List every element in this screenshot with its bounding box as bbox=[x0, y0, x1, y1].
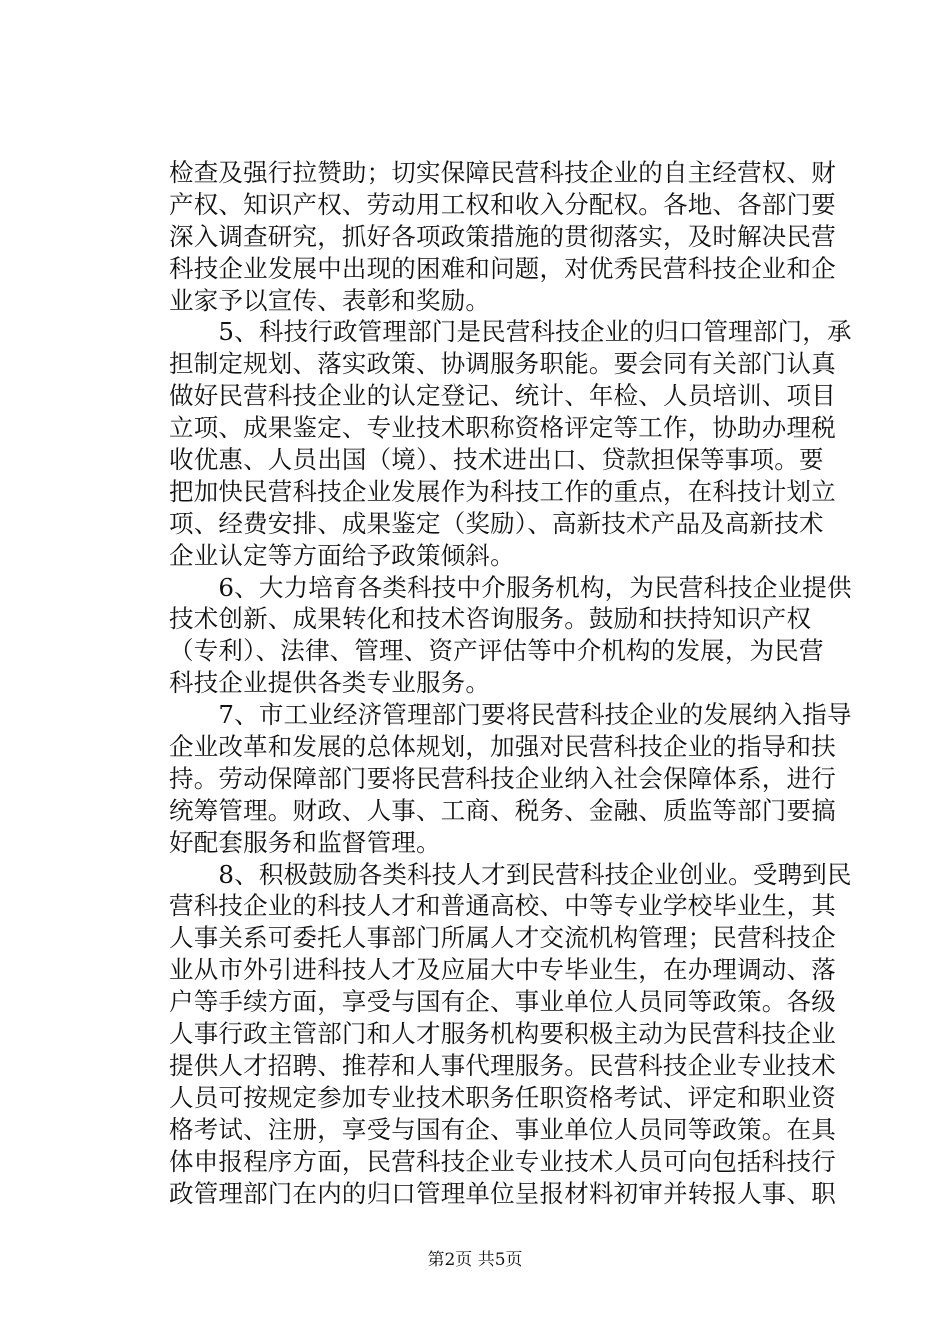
text-line: 业家予以宣传、表彰和奖励。 bbox=[169, 285, 491, 315]
text-line: 收优惠、人员出国（境）、技术进出口、贷款担保等事项。要 bbox=[169, 445, 824, 475]
text-line: 5、科技行政管理部门是民营科技企业的归口管理部门，承 bbox=[169, 317, 852, 347]
text-line: 户等手续方面，享受与国有企、事业单位人员同等政策。各级 bbox=[169, 987, 836, 1017]
text-line: 好配套服务和监督管理。 bbox=[169, 827, 441, 857]
text-line: 人事关系可委托人事部门所属人才交流机构管理；民营科技企 bbox=[169, 923, 836, 953]
text-line: 科技企业发展中出现的困难和问题，对优秀民营科技企业和企 bbox=[169, 253, 836, 283]
text-line: 提供人才招聘、推荐和人事代理服务。民营科技企业专业技术 bbox=[169, 1050, 836, 1080]
text-line: 立项、成果鉴定、专业技术职称资格评定等工作，协助办理税 bbox=[169, 413, 836, 443]
text-line: 统筹管理。财政、人事、工商、税务、金融、质监等部门要搞 bbox=[169, 795, 836, 825]
text-line: 人员可按规定参加专业技术职务任职资格考试、评定和职业资 bbox=[169, 1082, 836, 1112]
text-line: 担制定规划、落实政策、协调服务职能。要会同有关部门认真 bbox=[169, 349, 836, 379]
text-line: 技术创新、成果转化和技术咨询服务。鼓励和扶持知识产权 bbox=[169, 604, 812, 634]
text-line: 营科技企业的科技人才和普通高校、中等专业学校毕业生，其 bbox=[169, 891, 836, 921]
text-line: 产权、知识产权、劳动用工权和收入分配权。各地、各部门要 bbox=[169, 189, 836, 219]
text-line: 人事行政主管部门和人才服务机构要积极主动为民营科技企业 bbox=[169, 1019, 836, 1049]
text-line: 企业认定等方面给予政策倾斜。 bbox=[169, 540, 515, 570]
page-footer: 第2页 共5页 bbox=[427, 1250, 523, 1270]
text-line: 深入调查研究，抓好各项政策措施的贯彻落实，及时解决民营 bbox=[169, 221, 836, 251]
text-line: 体申报程序方面，民营科技企业专业技术人员可向包括科技行 bbox=[169, 1146, 836, 1176]
text-line: （专利）、法律、管理、资产评估等中介机构的发展，为民营 bbox=[169, 636, 824, 666]
text-line: 企业改革和发展的总体规划，加强对民营科技企业的指导和扶 bbox=[169, 732, 836, 762]
body-text bbox=[169, 157, 852, 1209]
text-line: 把加快民营科技企业发展作为科技工作的重点，在科技计划立 bbox=[169, 476, 836, 506]
text-line: 政管理部门在内的归口管理单位呈报材料初审并转报人事、职 bbox=[169, 1178, 836, 1208]
text-line: 7、市工业经济管理部门要将民营科技企业的发展纳入指导 bbox=[169, 700, 852, 730]
text-line: 做好民营科技企业的认定登记、统计、年检、人员培训、项目 bbox=[169, 381, 836, 411]
text-line: 科技企业提供各类专业服务。 bbox=[169, 668, 491, 698]
text-line: 检查及强行拉赞助；切实保障民营科技企业的自主经营权、财 bbox=[169, 158, 836, 187]
text-line: 项、经费安排、成果鉴定（奖励）、高新技术产品及高新技术 bbox=[169, 508, 824, 538]
text-line: 8、积极鼓励各类科技人才到民营科技企业创业。受聘到民 bbox=[169, 859, 852, 889]
text-line: 格考试、注册，享受与国有企、事业单位人员同等政策。在具 bbox=[169, 1114, 836, 1144]
text-line: 业从市外引进科技人才及应届大中专毕业生，在办理调动、落 bbox=[169, 955, 836, 985]
text-line: 6、大力培育各类科技中介服务机构，为民营科技企业提供 bbox=[169, 572, 852, 602]
text-line: 持。劳动保障部门要将民营科技企业纳入社会保障体系，进行 bbox=[169, 763, 836, 793]
